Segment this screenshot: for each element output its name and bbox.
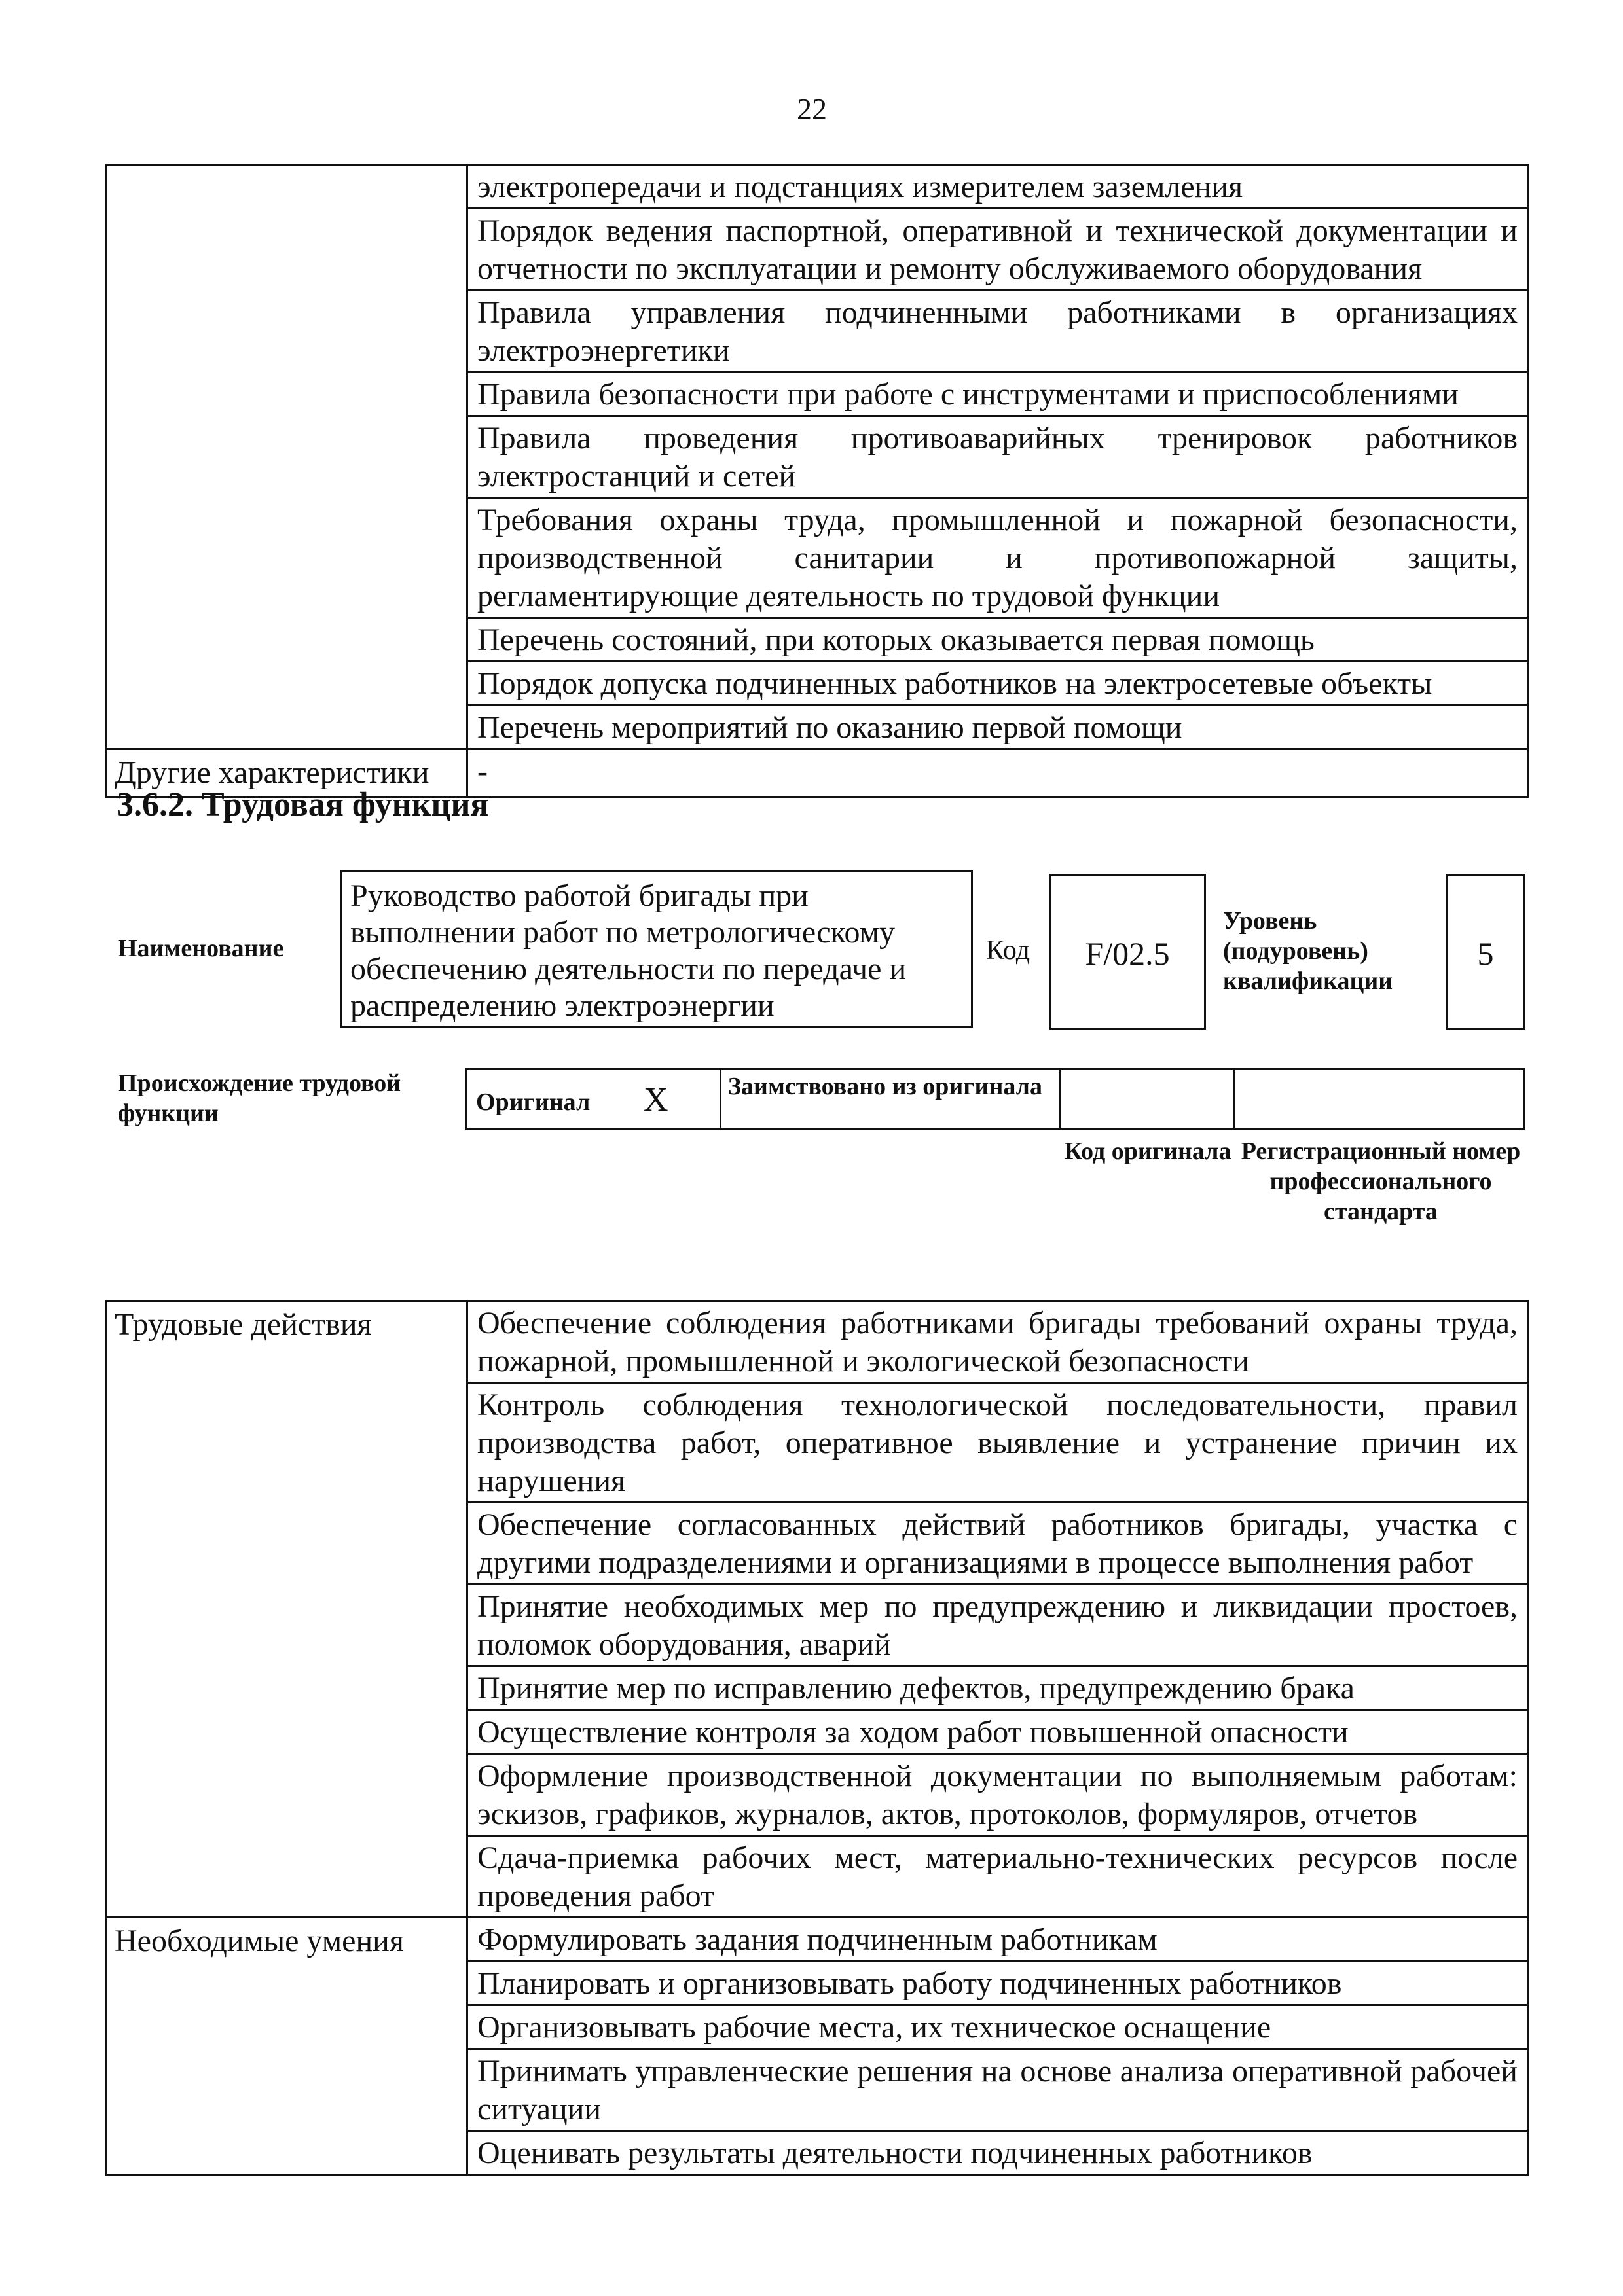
labor-action-item: Принятие необходимых мер по предупреждению и ликвидации простоев, поломок оборудования, аварий [467, 1585, 1528, 1666]
other-characteristics-value: - [467, 749, 1528, 797]
name-label: Наименование [118, 935, 284, 962]
knowledge-item: электропередачи и подстанциях измерителем заземления [467, 165, 1528, 209]
knowledge-item: Порядок допуска подчиненных работников на электросетевые объекты [467, 662, 1528, 706]
knowledge-item: Требования охраны труда, промышленной и пожарной безопасности, производственной санитарии и противопожарной защиты, регламентирующие деятельность по трудовой функции [467, 498, 1528, 618]
labor-action-item: Осуществление контроля за ходом работ повышенной опасности [467, 1710, 1528, 1754]
skill-item: Планировать и организовывать работу подчиненных работников [467, 1962, 1528, 2005]
borrowed-cell [720, 1068, 1061, 1130]
knowledge-item: Правила управления подчиненными работниками в организациях электроэнергетики [467, 291, 1528, 372]
knowledge-table [105, 164, 1529, 798]
other-characteristics-label: Другие характеристики [106, 749, 467, 797]
knowledge-item: Правила проведения противоаварийных тренировок работников электростанций и сетей [467, 416, 1528, 498]
section-title: 3.6.2. Трудовая функция [117, 786, 489, 823]
skill-item: Формулировать задания подчиненным работникам [467, 1918, 1528, 1962]
labor-action-item: Обеспечение согласованных действий работников бригады, участка с другими подразделениями и организациями в процессе выполнения работ [467, 1503, 1528, 1585]
labor-action-item: Обеспечение соблюдения работниками бригады требований охраны труда, пожарной, промышленной и экологической безопасности [467, 1301, 1528, 1383]
function-name-box: Руководство работой бригады при выполнении работ по метрологическому обеспечению деятельности по передаче и распределению электроэнергии [340, 870, 973, 1028]
original-mark: X [644, 1081, 668, 1119]
knowledge-label-cell [106, 165, 467, 749]
skill-item: Принимать управленческие решения на основе анализа оперативной рабочей ситуации [467, 2049, 1528, 2131]
registration-number-caption: Регистрационный номер профессионального стандарта [1241, 1138, 1521, 1225]
registration-number-cell [1233, 1068, 1525, 1130]
knowledge-item: Перечень мероприятий по оказанию первой помощи [467, 706, 1528, 749]
level-label: Уровень (подуровень) квалификации [1223, 907, 1393, 995]
knowledge-item: Перечень состояний, при которых оказывается первая помощь [467, 618, 1528, 662]
code-value-box: F/02.5 [1049, 874, 1206, 1030]
labor-action-item: Сдача-приемка рабочих мест, материально-технических ресурсов после проведения работ [467, 1836, 1528, 1918]
page-number: 22 [797, 92, 827, 126]
labor-action-item: Принятие мер по исправлению дефектов, предупреждению брака [467, 1666, 1528, 1710]
function-details-table [105, 1300, 1529, 2176]
level-value-box: 5 [1446, 874, 1525, 1030]
origin-label: Происхождение трудовой функции [118, 1069, 401, 1127]
original-code-cell [1059, 1068, 1235, 1130]
original-cell [465, 1068, 721, 1130]
borrowed-label: Заимствовано из оригинала [728, 1073, 1042, 1100]
skill-item: Организовывать рабочие места, их техническое оснащение [467, 2005, 1528, 2049]
knowledge-item: Порядок ведения паспортной, оперативной и технической документации и отчетности по эксплуатации и ремонту обслуживаемого оборудования [467, 209, 1528, 291]
code-label: Код [986, 935, 1030, 965]
knowledge-item: Правила безопасности при работе с инструментами и приспособлениями [467, 372, 1528, 416]
labor-action-item: Контроль соблюдения технологической последовательности, правил производства работ, оперативное выявление и устранение причин их нарушения [467, 1383, 1528, 1503]
labor-actions-label: Трудовые действия [106, 1301, 467, 1918]
original-label: Оригинал [476, 1088, 591, 1116]
original-code-caption: Код оригинала [1064, 1138, 1231, 1165]
required-skills-label: Необходимые умения [106, 1918, 467, 2175]
origin-row [465, 1068, 1525, 1130]
skill-item: Оценивать результаты деятельности подчиненных работников [467, 2131, 1528, 2175]
labor-action-item: Оформление производственной документации по выполняемым работам: эскизов, графиков, журналов, актов, протоколов, формуляров, отчетов [467, 1754, 1528, 1836]
